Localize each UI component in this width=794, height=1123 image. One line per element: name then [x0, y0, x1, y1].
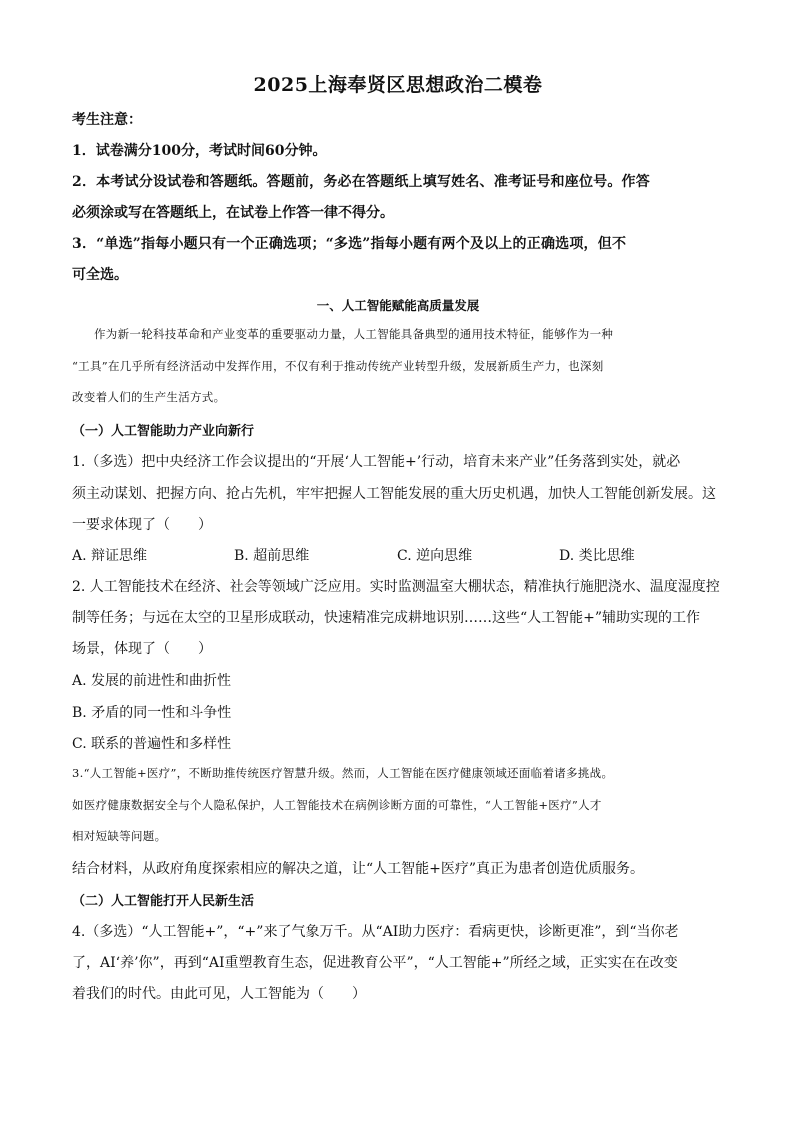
notice-item-2-cont: 必须涂或写在答题纸上，在试卷上作答一律不得分。: [72, 205, 394, 221]
q4-line-1: 4.（多选）“人工智能+”，“+”来了气象万千。从“AI助力医疗：看病更快，诊断更准”，到“当你老: [72, 924, 679, 940]
section-intro-line-3: 改变着人们的生产生活方式。: [72, 390, 226, 404]
q1-option-d: D. 类比思维: [559, 548, 635, 564]
q1-option-c: C. 逆向思维: [397, 548, 473, 564]
page-title: 2025上海奉贤区思想政治二模卷: [253, 74, 543, 96]
q2-line-2: 制等任务；与远在太空的卫星形成联动，快速精准完成耕地识别……这些“人工智能+”辅助实现的工作: [72, 610, 701, 626]
q1-line-2: 须主动谋划、把握方向、抢占先机，牢牢把握人工智能发展的重大历史机遇，加快人工智能创新发展。这: [72, 486, 716, 502]
section-intro-line-2: “工具”在几乎所有经济活动中发挥作用，不仅有利于推动传统产业转型升级，发展新质生产力，也深刻: [72, 359, 604, 373]
section-intro-line-1: 作为新一轮科技革命和产业变革的重要驱动力量，人工智能具备典型的通用技术特征，能够作为一种: [94, 327, 614, 341]
q1-line-3: 一要求体现了（ ）: [72, 517, 212, 533]
q4-line-2: 了，AI‘养’你”，再到“AI重塑教育生态，促进教育公平”，“人工智能+”所经之域，正实实在在改变: [72, 955, 678, 971]
q1-line-1: 1.（多选）把中央经济工作会议提出的“开展‘人工智能+’行动，培育未来产业”任务落到实处，就必: [72, 454, 681, 470]
notice-item-1: 1．试卷满分100分，考试时间60分钟。: [72, 143, 327, 159]
q1-option-b: B. 超前思维: [234, 548, 310, 564]
q3-line-3: 相对短缺等问题。: [72, 829, 167, 843]
part-2-heading: （二）人工智能打开人民新生活: [72, 894, 255, 909]
q3-line-1: 3.“人工智能+医疗”，不断助推传统医疗智慧升级。然而，人工智能在医疗健康领域还面临着诸多挑战。: [72, 766, 614, 780]
notice-item-3: 3．“单选”指每小题只有一个正确选项；“多选”指每小题有两个及以上的正确选项，但不: [72, 236, 627, 252]
q2-line-1: 2. 人工智能技术在经济、社会等领域广泛应用。实时监测温室大棚状态，精准执行施肥浇水、温度湿度控: [72, 579, 720, 595]
q2-option-b: B. 矛盾的同一性和斗争性: [72, 705, 232, 721]
q2-option-a: A. 发展的前进性和曲折性: [72, 673, 232, 689]
part-1-heading: （一）人工智能助力产业向新行: [72, 424, 255, 439]
q4-line-3: 着我们的时代。由此可见，人工智能为（ ）: [72, 986, 366, 1002]
q1-option-a: A. 辩证思维: [72, 548, 148, 564]
q3-line-2: 如医疗健康数据安全与个人隐私保护，人工智能技术在病例诊断方面的可靠性，“人工智能+医疗”人才: [72, 798, 602, 812]
notice-item-3-cont: 可全选。: [72, 267, 128, 283]
notice-item-2: 2．本考试分设试卷和答题纸。答题前，务必在答题纸上填写姓名、准考证号和座位号。作答: [72, 174, 650, 190]
q2-line-3: 场景，体现了（ ）: [72, 641, 212, 657]
q2-option-c: C. 联系的普遍性和多样性: [72, 736, 232, 752]
section-heading: 一、人工智能赋能高质量发展: [316, 298, 480, 313]
q3-prompt: 结合材料，从政府角度探索相应的解决之道，让“人工智能+医疗”真正为患者创造优质服务。: [72, 861, 645, 877]
notice-heading: 考生注意：: [72, 112, 142, 128]
